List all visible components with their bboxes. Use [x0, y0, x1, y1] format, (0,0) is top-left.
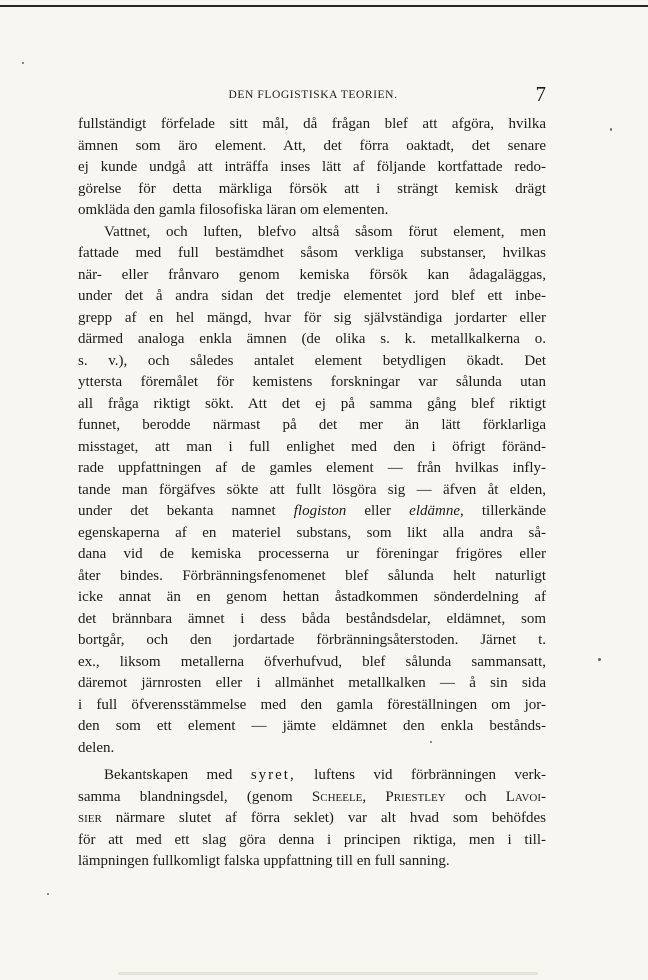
bottom-bleed-through	[118, 972, 538, 975]
text-line: det brännbara ämnet i dess båda beståndsdelar, eldämnet, som	[78, 610, 546, 627]
name-lavoisier-part2: sier	[78, 810, 102, 826]
text-line: när- eller frånvaro genom kemiska försök kan ådagaläggas,	[78, 266, 546, 283]
page-header	[78, 82, 548, 108]
text-line: däremot järnrosten eller i allmänhet metallkalken — å sin sida	[78, 675, 546, 691]
term-eldamne: eldämne,	[409, 503, 464, 519]
text-line: bortgår, och den jordartade förbränningsåterstoden. Järnet t.	[78, 632, 546, 648]
text-line: lämpningen fullkomligt falska uppfattning till en full sanning.	[78, 853, 450, 869]
text-line: rade uppfattningen af de gamles element — från hvilkas infly-	[78, 460, 546, 476]
text-run: samma blandningsdel, (genom	[78, 788, 312, 805]
text-line: grepp af en hel mängd, hvar för sig självständiga jordarter eller	[78, 309, 546, 326]
running-head: DEN FLOGISTISKA TEORIEN.	[228, 89, 398, 101]
text-run: luftens vid förbränningen verk-	[295, 767, 547, 783]
text-line: fullständigt förfelade sitt mål, då frågan blef att afgöra, hvilka	[78, 116, 546, 132]
text-line: fattade med full bestämdhet såsom verkliga substanser, hvilkas	[78, 245, 546, 261]
text-line	[78, 808, 546, 830]
text-line: den som ett element — jämte eldämnet den enkla bestånds-	[78, 718, 546, 734]
text-line: under det å andra sidan det tredje elementet jord blef ett inbe-	[78, 288, 546, 304]
text-line	[78, 501, 546, 523]
paragraph-3	[78, 765, 546, 873]
text-line: yttersta föremålet för kemistens forskningar var sålunda utan	[78, 374, 546, 390]
text-run: och	[445, 788, 506, 805]
term-syret: syret,	[250, 767, 296, 783]
text-line: ämnen som äro element. Att, det förra oaktadt, det senare	[78, 137, 546, 154]
text-line: för att med ett slag göra denna i principen riktiga, men i till-	[78, 831, 546, 848]
paper-speck	[22, 62, 24, 64]
text-line: funnet, berodde närmast på det mer än lätt förklarliga	[78, 417, 546, 433]
name-lavoisier-part1: Lavoi-	[505, 788, 546, 805]
paragraph-1	[78, 114, 546, 222]
paper-speck	[430, 741, 432, 743]
text-line: s. v.), och således antalet element betydligen ökadt. Det	[78, 352, 546, 369]
text-line: omkläda den gamla filosofiska läran om elementen.	[78, 202, 389, 218]
text-line: åter bindes. Förbränningsfenomenet blef sålunda helt naturligt	[78, 567, 546, 584]
text-line: dana vid de kemiska processerna ur föreningar frigöres eller	[78, 546, 546, 562]
text-run: tillerkände	[463, 503, 546, 519]
paper-speck	[610, 128, 612, 131]
body-text	[78, 114, 546, 873]
paragraph-2	[78, 222, 546, 760]
name-priestley: Priestley	[385, 788, 446, 805]
text-line: i full öfverensstämmelse med den gamla föreställningen om jor-	[78, 696, 546, 713]
text-line: icke annat än en genom hettan åstadkommen sönderdelning af	[78, 589, 546, 605]
text-line: görelse för detta märkliga försök att i strängt kemisk drägt	[78, 180, 546, 197]
text-line: därmed analoga enkla ämnen (de olika s. k. metallkalkerna o.	[78, 331, 546, 347]
text-run: närmare slutet af förra seklet) var alt hvad som behöfdes	[101, 810, 546, 826]
text-line: delen.	[78, 739, 115, 756]
text-line: ex., liksom metallerna öfverhufvud, blef sålunda sammansatt,	[78, 653, 546, 670]
text-run: under det bekanta namnet	[78, 503, 294, 519]
text-line: Vattnet, och luften, blefvo altså såsom förut element, men	[104, 223, 546, 240]
text-line	[78, 765, 546, 787]
page-number: 7	[535, 82, 546, 106]
term-flogiston: flogiston	[293, 503, 347, 519]
text-line: egenskaperna af en materiel substans, som likt alla andra så-	[78, 524, 546, 541]
text-line: ej kunde undgå att inträffa inses lätt af följande kortfattade redo-	[78, 159, 546, 175]
text-run: Bekantskapen med	[104, 767, 251, 783]
paper-speck	[47, 893, 49, 895]
text-line: misstaget, att man i full enlighet med den i öfrigt föränd-	[78, 438, 546, 455]
text-run: ,	[362, 788, 386, 805]
text-run: eller	[346, 503, 410, 519]
text-line: all fråga riktigt sökt. Att det ej på samma gång blef riktigt	[78, 395, 546, 412]
paper-speck	[598, 658, 601, 661]
text-line: tande man förgäfves sökte att fullt lösgöra sig — äfven åt elden,	[78, 481, 546, 498]
top-rule	[0, 5, 648, 7]
text-line	[78, 787, 546, 809]
name-scheele: Scheele	[311, 788, 363, 805]
